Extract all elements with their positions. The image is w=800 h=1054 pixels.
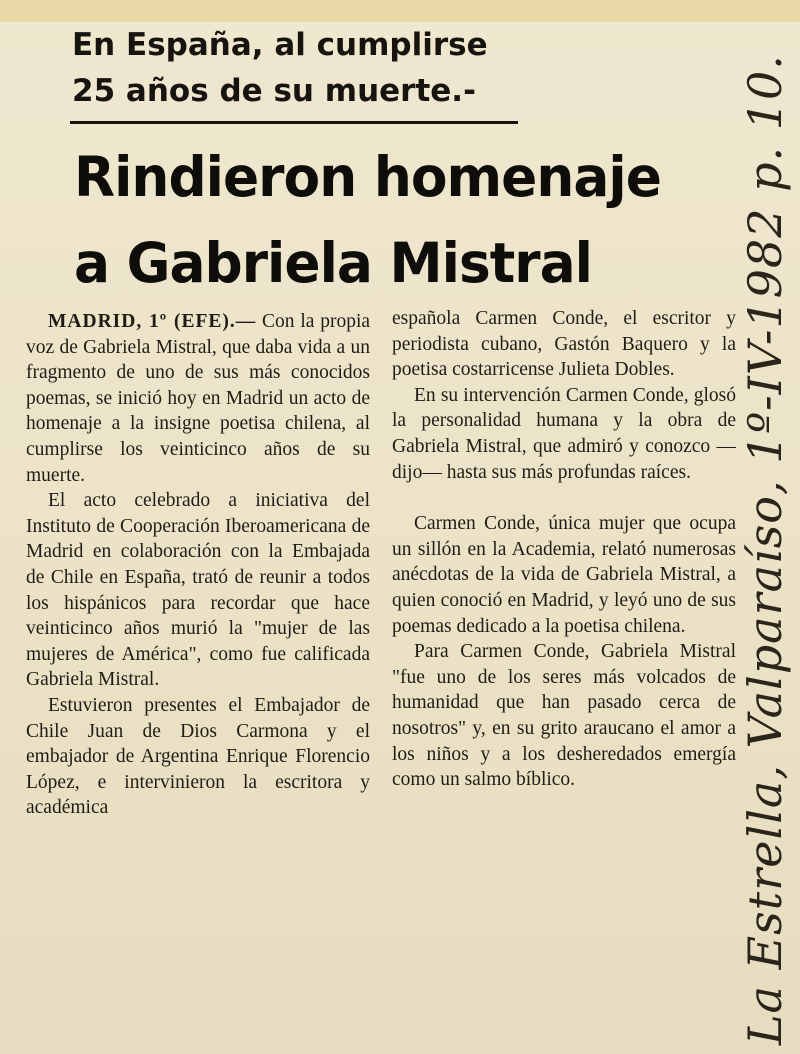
- headline-line-1: Rindieron homenaje: [74, 145, 661, 209]
- heading-rule: [70, 121, 518, 124]
- kicker-heading: [72, 22, 532, 114]
- clipping-top-edge: [0, 0, 800, 22]
- article-paragraph: Estuvieron presentes el Embajador de Chile Juan de Dios Carmona y el embajador de Argentina Enrique Florencio López, e intervinieron la escritora y académica: [26, 694, 370, 819]
- article-paragraph: Carmen Conde, única mujer que ocupa un sillón en la Academia, relató numerosas anécdotas de la vida de Gabriela Mistral, a quien conoció en Madrid, y leyó uno de sus poemas dedicado a la poetisa chilena.: [392, 513, 736, 637]
- article-paragraph: Para Carmen Conde, Gabriela Mistral "fue uno de los seres más volcados de humanidad que han pasado cerca de nosotros" y, en su grito araucano el amor a los niños y a los desheredados emergía como un salmo bíblico.: [392, 641, 736, 791]
- article-paragraph: MADRID, 1º (EFE).— Con la propia voz de Gabriela Mistral, que daba vida a un fragmento de uno de sus más conocidos poemas, se inició hoy en Madrid un acto de homenaje a la insigne poetisa chilena, al cumplirse los veinticinco años de su muerte.: [26, 311, 371, 486]
- headline-line-2: a Gabriela Mistral: [74, 231, 592, 295]
- article-column-2: [392, 306, 736, 793]
- kicker-line-2: 25 años de su muerte.-: [72, 73, 476, 109]
- article-column-1: [26, 309, 370, 821]
- article-paragraph: El acto celebrado a iniciativa del Instituto de Cooperación Iberoamericana de Madrid en colaboración con la Embajada de Chile en España, trató de reunir a todos los hispánicos para recordar que hace veinticinco años murió la "mujer de las mujeres de América", como fue calificada Gabriela Mistral.: [26, 490, 370, 691]
- paragraph-gap: [392, 485, 736, 511]
- handwritten-source-note: La Estrella, Valparaíso, 1º-IV-1982 p. 10.: [738, 54, 792, 1045]
- headline: [74, 134, 675, 306]
- article-paragraph: En su intervención Carmen Conde, glosó la personalidad humana y la obra de Gabriela Mistral, que admiró y conozco —dijo— hasta sus más profundas raíces.: [392, 384, 736, 483]
- kicker-line-1: En España, al cumplirse: [72, 27, 488, 63]
- dateline: MADRID, 1º (EFE).—: [48, 311, 257, 332]
- article-paragraph: española Carmen Conde, el escritor y periodista cubano, Gastón Baquero y la poetisa costarricense Julieta Dobles.: [392, 308, 736, 381]
